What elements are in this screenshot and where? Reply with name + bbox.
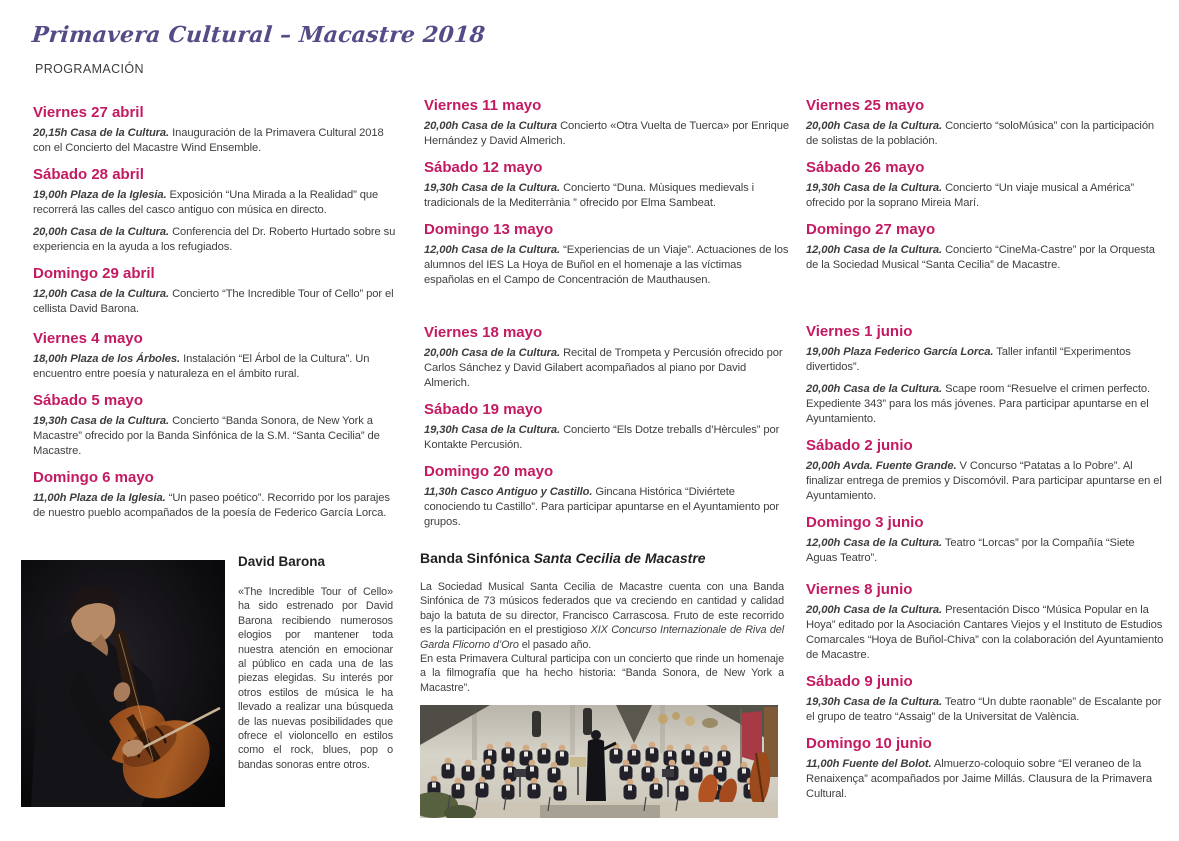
- event-time-place: 11,00h Fuente del Bolot.: [806, 758, 932, 770]
- david-barona-title: David Barona: [238, 554, 326, 569]
- event-item: [33, 491, 399, 521]
- event-item: [424, 346, 790, 391]
- schedule-block-june-2: [806, 581, 1166, 809]
- event-date-heading: Domingo 3 junio: [806, 514, 924, 531]
- event-item: [806, 382, 1166, 427]
- event-description: Instalación “El Árbol de la Cultura”. Un encuentro entre poesía y naturaleza en el ámbito rural.: [33, 353, 370, 380]
- event-date-heading: Domingo 29 abril: [33, 265, 155, 282]
- event-description: Concierto “Banda Sonora, de New York a Macastre” ofrecido por la Banda Sinfónica de la S.M. “Santa Cecilia” de Macastre.: [33, 415, 380, 457]
- event-item: [33, 188, 399, 218]
- banda-paragraph-2: En esta Primavera Cultural participa con un concierto que rinde un homenaje a la filmografía que ha hecho historia: “Banda Sonora, de New York a Macastre”.: [420, 653, 784, 694]
- event-description: Recital de Trompeta y Percusión ofrecido por Carlos Sánchez y David Gilabert acompañados al piano por David Almerich.: [424, 347, 783, 389]
- schedule-block-may-3: [424, 324, 790, 537]
- event-time-place: 20,00h Casa de la Cultura.: [806, 383, 943, 395]
- event-date-heading: Domingo 27 mayo: [806, 221, 936, 238]
- event-description: Teatro “Lorcas” por la Compañía “Siete Aguas Teatro”.: [806, 537, 1135, 564]
- banda-sinfonica-section: [420, 550, 784, 695]
- event-item: [806, 695, 1166, 725]
- event-description: Conferencia del Dr. Roberto Hurtado sobre su experiencia en la ayuda a los refugiados.: [33, 226, 396, 253]
- david-barona-section: [238, 554, 393, 772]
- event-date-heading: Domingo 10 junio: [806, 735, 932, 752]
- event-item: [424, 119, 790, 149]
- event-time-place: 19,30h Casa de la Cultura.: [33, 415, 170, 427]
- event-description: Concierto “soloMúsica” con la participación de solistas de la población.: [806, 120, 1155, 147]
- event-date-heading: Sábado 28 abril: [33, 166, 144, 183]
- event-item: [33, 225, 399, 255]
- event-description: Concierto “The Incredible Tour of Cello” por el cellista David Barona.: [33, 288, 394, 315]
- event-date-heading: Viernes 27 abril: [33, 104, 144, 121]
- event-date-heading: Domingo 20 mayo: [424, 463, 554, 480]
- event-description: Concierto “CineMa-Castre” por la Orquesta de la Sociedad Musical “Santa Cecilia” de Macastre.: [806, 244, 1155, 271]
- event-description: Teatro “Un dubte raonable” de Escalante por el grupo de teatro “Assaig” de la Universitat de València.: [806, 696, 1162, 723]
- orchestra-photo-illustration: [420, 705, 778, 818]
- event-date-heading: Sábado 12 mayo: [424, 159, 543, 176]
- event-item: [33, 414, 399, 459]
- banda-title-italic: Santa Cecilia de Macastre: [533, 550, 706, 566]
- event-item: [806, 243, 1166, 273]
- event-description: Concierto “Els Dotze treballs d’Hèrcules” por Kontakte Percusión.: [424, 424, 780, 451]
- event-time-place: 20,00h Casa de la Cultura: [424, 120, 558, 132]
- schedule-block-may-4: [806, 97, 1166, 280]
- event-item: [424, 243, 790, 288]
- event-description: Concierto “Un viaje musical a América” ofrecido por la soprano Mireia Marí.: [806, 182, 1135, 209]
- event-date-heading: Viernes 11 mayo: [424, 97, 542, 114]
- event-time-place: 20,00h Casa de la Cultura.: [33, 226, 170, 238]
- standing-figure: [532, 711, 541, 737]
- event-time-place: 20,00h Casa de la Cultura.: [806, 604, 943, 616]
- david-barona-photo: [21, 560, 225, 807]
- cellist-photo-illustration: [21, 560, 225, 807]
- event-time-place: 20,00h Avda. Fuente Grande.: [806, 460, 957, 472]
- event-item: [424, 485, 790, 530]
- banda-paragraph-1: [420, 580, 784, 652]
- event-item: [33, 287, 399, 317]
- event-time-place: 19,30h Casa de la Cultura.: [424, 424, 561, 436]
- event-time-place: 12,00h Casa de la Cultura.: [806, 244, 943, 256]
- event-item: [806, 757, 1166, 802]
- banda-sinfonica-title: [420, 550, 784, 566]
- event-time-place: 12,00h Casa de la Cultura.: [806, 537, 943, 549]
- orchestra-photo: [420, 705, 778, 818]
- schedule-block-june-1: [806, 323, 1166, 573]
- event-description: Taller infantil “Experimentos divertidos”.: [806, 346, 1131, 373]
- event-date-heading: Viernes 8 junio: [806, 581, 913, 598]
- event-item: [33, 126, 399, 156]
- event-item: [806, 119, 1166, 149]
- event-date-heading: Sábado 5 mayo: [33, 392, 144, 409]
- banda-p1-text-a: La Sociedad Musical Santa Cecilia de Macastre cuenta con una Banda Sinfónica de 73 músicos federados que va creciendo en cantidad y calidad bajo la batuta de su director, Francisco Carrascosa. Fruto de este recorrido es la participación en el prestigioso: [420, 581, 784, 637]
- event-description: Exposición “Una Mirada a la Realidad” que recorrerá las calles del casco antiguo con música en directo.: [33, 189, 379, 216]
- schedule-block-may-2: [424, 97, 790, 295]
- event-date-heading: Domingo 13 mayo: [424, 221, 554, 238]
- event-description: Concierto «Otra Vuelta de Tuerca» por Enrique Hernández y David Almerich.: [424, 120, 789, 147]
- event-item: [806, 345, 1166, 375]
- event-date-heading: Sábado 9 junio: [806, 673, 913, 690]
- event-date-heading: Sábado 26 mayo: [806, 159, 925, 176]
- event-time-place: 11,00h Plaza de la Iglesia.: [33, 492, 166, 504]
- event-time-place: 11,30h Casco Antiguo y Castillo.: [424, 486, 593, 498]
- event-date-heading: Sábado 19 mayo: [424, 401, 543, 418]
- event-item: [806, 459, 1166, 504]
- page-title: Primavera Cultural – Macastre 2018: [31, 22, 487, 48]
- event-item: [806, 181, 1166, 211]
- event-date-heading: Viernes 4 mayo: [33, 330, 143, 347]
- event-description: Almuerzo-coloquio sobre “El veraneo de la Renaixença” acompañados por Jaime Millás. Clausura de la Primavera Cultural.: [806, 758, 1152, 800]
- event-time-place: 12,00h Casa de la Cultura.: [424, 244, 561, 256]
- schedule-block-may-1: [33, 330, 399, 528]
- event-description: Scape room “Resuelve el crimen perfecto. Expediente 343” para los más jóvenes. Para participar apuntarse en el Ayuntamiento.: [806, 383, 1151, 425]
- event-description: V Concurso “Patatas a lo Pobre”. Al finalizar entrega de premios y Discomóvil. Para participar apuntarse en el Ayuntamiento.: [806, 460, 1162, 502]
- event-description: Inauguración de la Primavera Cultural 2018 con el Concierto del Macastre Wind Ensemble.: [33, 127, 384, 154]
- event-item: [424, 423, 790, 453]
- banda-p1-text-b: el pasado año.: [518, 638, 592, 651]
- page-subtitle: PROGRAMACIÓN: [35, 62, 144, 76]
- event-date-heading: Domingo 6 mayo: [33, 469, 154, 486]
- event-description: Gincana Histórica “Diviértete conociendo tu Castillo”. Para participar apuntarse en el Ayuntamiento por grupos.: [424, 486, 780, 528]
- event-time-place: 19,30h Casa de la Cultura.: [806, 696, 943, 708]
- event-description: Concierto “Duna. Mùsiques medievals i tradicionals de la Mediterrània ” ofrecido por Elma Sambeat.: [424, 182, 755, 209]
- banda-title-regular: Banda Sinfónica: [420, 550, 534, 566]
- event-time-place: 20,00h Casa de la Cultura.: [806, 120, 943, 132]
- david-barona-bio: «The Incredible Tour of Cello» ha sido estrenado por David Barona recibiendo numerosos elogios por mantener toda nuestra atención en emocionar al público en cada una de las piezas elegidas. Su interés por otros estilos de música le ha llevado a realizar una búsqueda de las nuevas posibilidades que ofrece el violoncello en estilos como el rock, blues, pop o bandas sonoras entre otros.: [238, 586, 393, 771]
- event-item: [806, 536, 1166, 566]
- event-date-heading: Viernes 25 mayo: [806, 97, 925, 114]
- event-item: [424, 181, 790, 211]
- event-time-place: 20,00h Casa de la Cultura.: [424, 347, 561, 359]
- event-time-place: 19,30h Casa de la Cultura.: [424, 182, 561, 194]
- event-description: “Un paseo poético”. Recorrido por los parajes de nuestro pueblo acompañados de la poesía de Federico García Lorca.: [33, 492, 390, 519]
- event-date-heading: Sábado 2 junio: [806, 437, 913, 454]
- schedule-block-april: [33, 104, 399, 324]
- event-time-place: 18,00h Plaza de los Árboles.: [33, 353, 181, 365]
- event-time-place: 19,30h Casa de la Cultura.: [806, 182, 943, 194]
- event-description: Presentación Disco “Música Popular en la Hoya” editado por la Asociación Cantares Viejos y el Instituto de Estudios Comarcales “Hoya de Buñol-Chiva” con la colaboración del Ayuntamiento de Macastre.: [806, 604, 1164, 661]
- percussion: [658, 714, 668, 724]
- event-time-place: 19,00h Plaza de la Iglesia.: [33, 189, 167, 201]
- event-time-place: 19,00h Plaza Federico García Lorca.: [806, 346, 994, 358]
- event-time-place: 20,15h Casa de la Cultura.: [33, 127, 170, 139]
- event-item: [33, 352, 399, 382]
- event-time-place: 12,00h Casa de la Cultura.: [33, 288, 170, 300]
- banda-p1-contest-name: XIX Concurso Internazionale de Riva del Garda Flicorno d’Oro: [420, 624, 784, 651]
- event-date-heading: Viernes 1 junio: [806, 323, 913, 340]
- event-date-heading: Viernes 18 mayo: [424, 324, 543, 341]
- event-description: “Experiencias de un Viaje”. Actuaciones de los alumnos del IES La Hoya de Buñol en el homenaje a las víctimas españolas en el Campo de Concentración de Mauthausen.: [424, 244, 789, 286]
- event-item: [806, 603, 1166, 663]
